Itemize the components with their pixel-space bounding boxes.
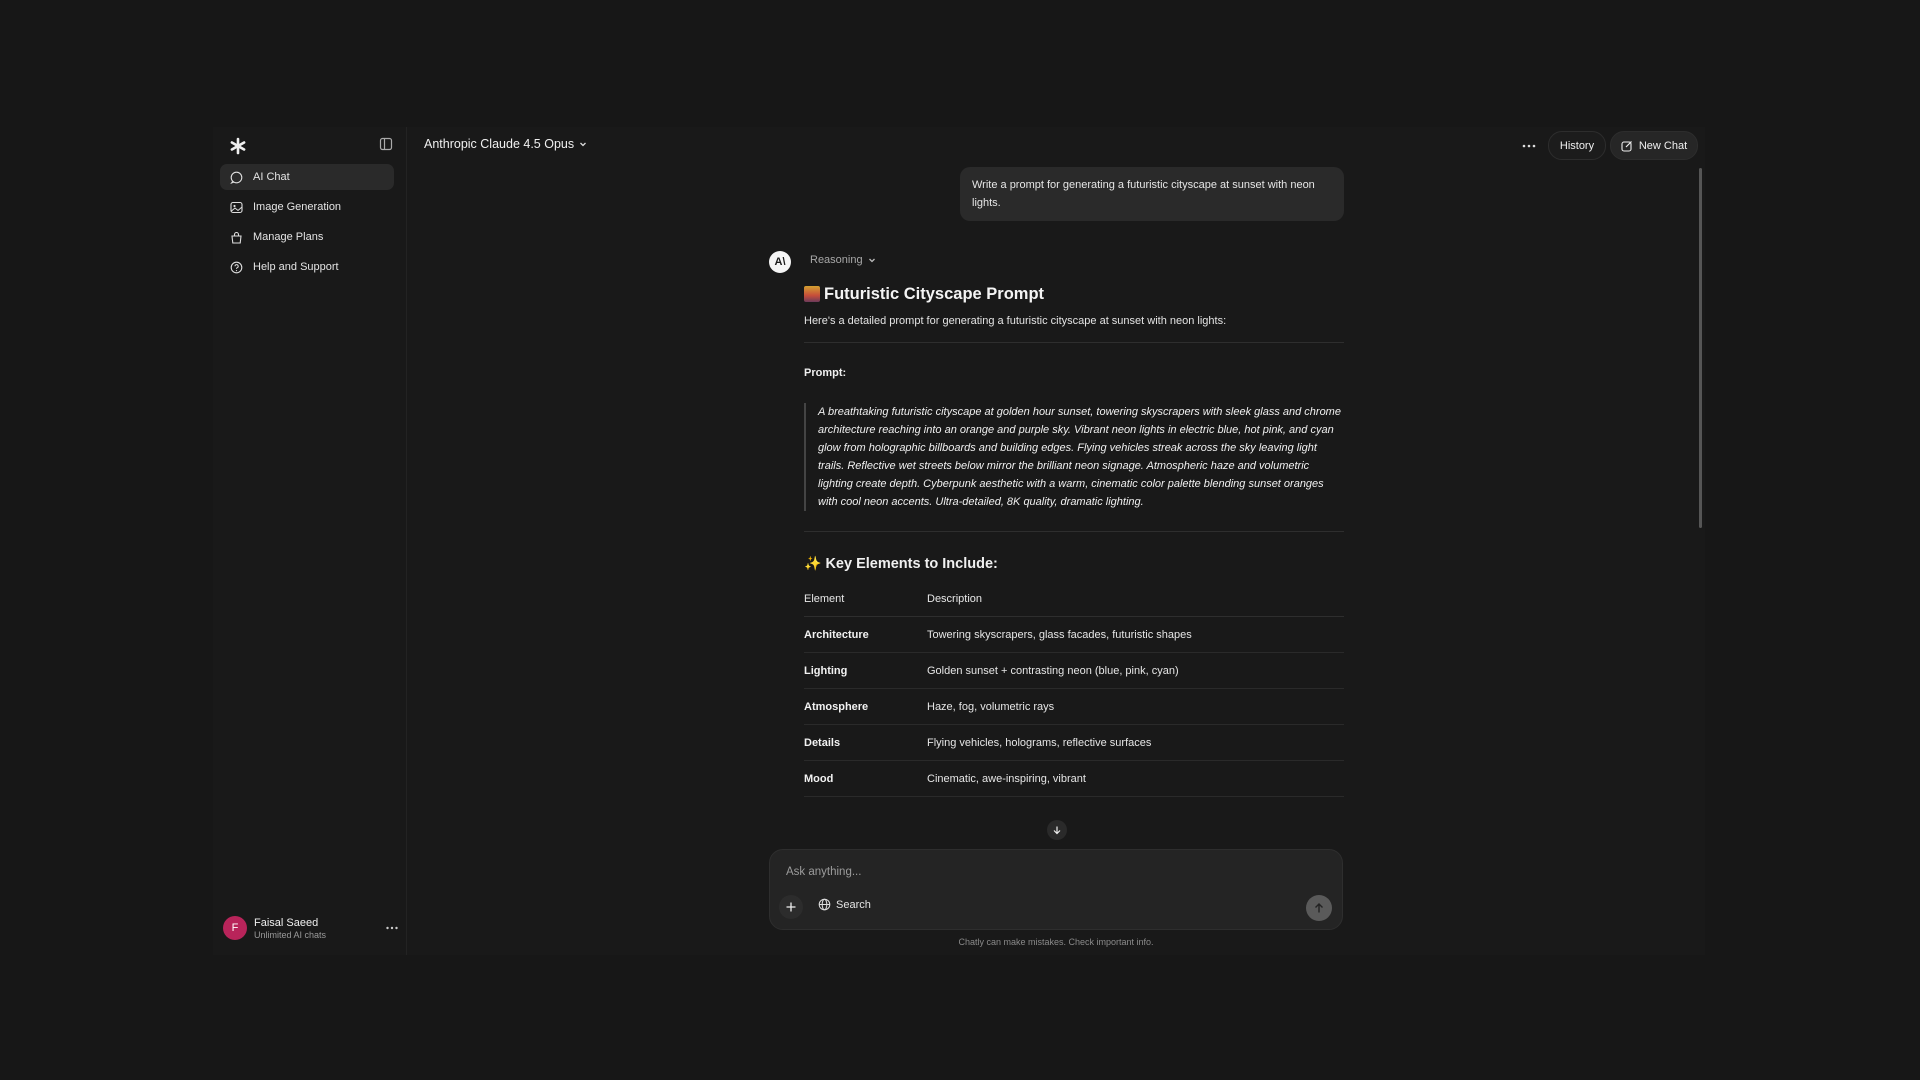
edit-icon <box>1621 140 1633 152</box>
sidebar-item-label: Image Generation <box>253 201 342 213</box>
plus-icon <box>785 901 797 913</box>
sidebar-item-ai-chat[interactable] <box>220 164 394 190</box>
user-message: Write a prompt for generating a futuristic cityscape at sunset with neon lights. <box>960 167 1344 221</box>
sidebar-item-image-generation[interactable] <box>220 194 394 220</box>
scroll-down-button[interactable] <box>1047 820 1067 840</box>
chevron-down-icon <box>578 139 588 149</box>
reasoning-label: Reasoning <box>810 254 863 266</box>
table-cell: Mood <box>804 761 927 797</box>
sidebar-nav <box>220 164 394 284</box>
table-cell: Golden sunset + contrasting neon (blue, pink, cyan) <box>927 653 1344 689</box>
prompt-label: Prompt: <box>804 367 847 379</box>
table-cell: Cinematic, awe-inspiring, vibrant <box>927 761 1344 797</box>
send-button[interactable] <box>1306 895 1332 921</box>
divider <box>804 531 1344 532</box>
new-chat-label: New Chat <box>1638 139 1688 152</box>
model-selector[interactable] <box>424 137 588 151</box>
response-title-text: Futuristic Cityscape Prompt <box>824 284 1045 303</box>
sparkles-icon: ✨ <box>804 555 822 571</box>
sidebar-item-label: AI Chat <box>253 171 290 183</box>
key-elements-table <box>804 590 1344 797</box>
model-name: Anthropic Claude 4.5 Opus <box>424 137 575 151</box>
sidebar-item-manage-plans[interactable] <box>220 224 394 250</box>
new-chat-button[interactable] <box>1610 131 1698 160</box>
sidebar <box>213 127 407 955</box>
table-header: Element <box>804 590 927 617</box>
app-window <box>213 127 1705 955</box>
attach-button[interactable] <box>779 895 803 919</box>
table-header: Description <box>927 590 1344 617</box>
prompt-blockquote: A breathtaking futuristic cityscape at golden hour sunset, towering skyscrapers with sleek glass and chrome architecture reaching into an orange and purple sky. Vibrant neon lights in electric blue, hot pink, and cyan glow from holographic billboards and building edges. Flying vehicles streak across the sky leaving light trails. Reflective wet streets below mirror the brilliant neon signage. Atmospheric haze and volumetric lighting create depth. Cyberpunk aesthetic with a warm, cinematic color palette blending sunset oranges with cool neon accents. Ultra-detailed, 8K quality, dramatic lighting. <box>804 403 1344 511</box>
disclaimer-text: Chatly can make mistakes. Check important info. <box>958 937 1154 947</box>
user-name: Faisal Saeed <box>254 916 319 929</box>
more-options-icon[interactable] <box>384 920 400 936</box>
table-cell: Details <box>804 725 927 761</box>
chat-bubble-icon <box>229 170 243 184</box>
message-composer <box>769 849 1343 930</box>
avatar: F <box>223 916 247 940</box>
globe-icon <box>818 898 831 911</box>
search-toggle-button[interactable] <box>818 898 871 911</box>
response-intro: Here's a detailed prompt for generating a futuristic cityscape at sunset with neon lights: <box>804 315 1227 327</box>
table-row <box>804 725 1344 761</box>
message-input[interactable] <box>784 862 1328 882</box>
user-plan: Unlimited AI chats <box>254 929 327 940</box>
table-cell: Architecture <box>804 617 927 653</box>
response-title <box>804 282 1344 306</box>
chevron-down-icon <box>867 255 877 265</box>
history-button[interactable]: History <box>1548 131 1606 160</box>
sidebar-item-help-and-support[interactable] <box>220 254 394 280</box>
section-title <box>804 555 1344 572</box>
divider <box>804 342 1344 343</box>
table-row <box>804 653 1344 689</box>
table-cell: Flying vehicles, holograms, reflective surfaces <box>927 725 1344 761</box>
table-row <box>804 617 1344 653</box>
table-cell: Towering skyscrapers, glass facades, futuristic shapes <box>927 617 1344 653</box>
cityscape-emoji-icon <box>804 286 820 302</box>
section-title-text: Key Elements to Include: <box>825 555 998 572</box>
more-options-icon[interactable] <box>1520 137 1538 155</box>
table-row <box>804 761 1344 797</box>
claude-logo-icon: A\ <box>769 251 791 273</box>
sidebar-item-label: Help and Support <box>253 261 339 273</box>
search-label: Search <box>836 898 871 911</box>
sidebar-item-label: Manage Plans <box>253 231 324 243</box>
table-cell: Lighting <box>804 653 927 689</box>
shopping-bag-icon <box>229 230 243 244</box>
image-icon <box>229 200 243 214</box>
table-cell: Atmosphere <box>804 689 927 725</box>
arrow-down-icon <box>1052 825 1062 835</box>
help-circle-icon <box>229 260 243 274</box>
user-profile[interactable] <box>223 912 403 944</box>
assistant-response <box>804 282 1344 797</box>
sidebar-toggle-icon[interactable] <box>379 137 395 153</box>
table-cell: Haze, fog, volumetric rays <box>927 689 1344 725</box>
scrollbar[interactable] <box>1699 168 1702 528</box>
reasoning-toggle[interactable] <box>810 254 877 266</box>
app-logo-icon[interactable] <box>228 136 248 156</box>
table-row <box>804 689 1344 725</box>
arrow-up-icon <box>1313 902 1325 914</box>
